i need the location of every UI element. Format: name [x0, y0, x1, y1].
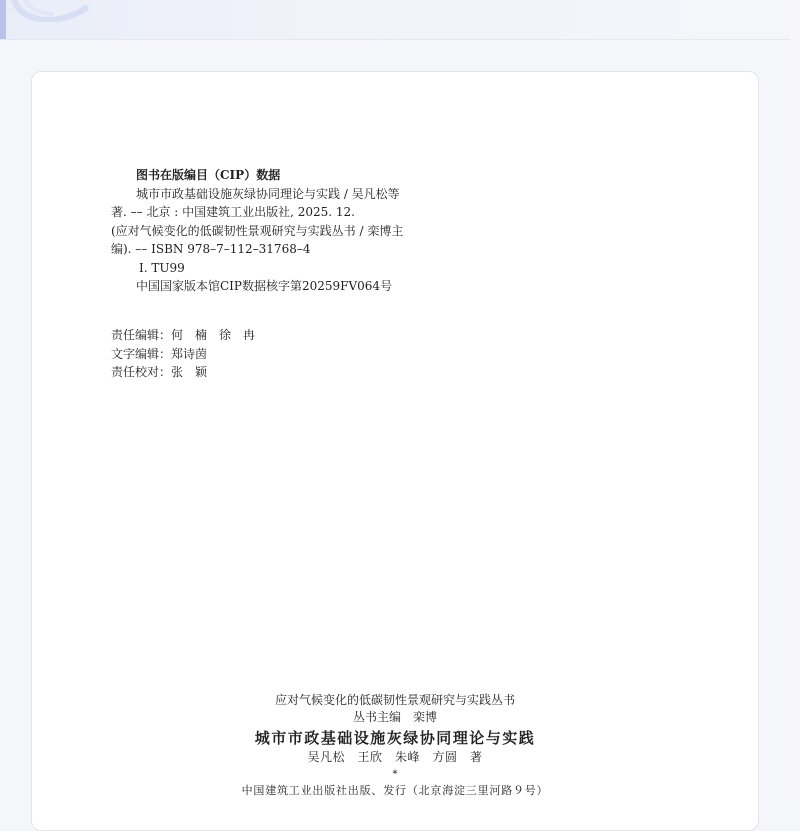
top-banner	[0, 0, 790, 40]
cip-title: 图书在版编目（CIP）数据	[136, 168, 281, 182]
colophon	[32, 692, 758, 799]
editor-row	[111, 363, 255, 382]
scrollbar-track[interactable]	[790, 0, 800, 800]
separator-star: *	[392, 769, 398, 780]
cip-line: 著. –– 北京 : 中国建筑工业出版社, 2025. 12.	[111, 205, 355, 219]
editor-names: 郑诗茵	[171, 346, 208, 361]
editor-row	[111, 326, 255, 345]
editor-credits	[111, 326, 255, 382]
editor-row	[111, 345, 255, 364]
book-title: 城市市政基础设施灰绿协同理论与实践	[254, 729, 536, 747]
cip-number: 中国国家版本馆CIP数据核字第20259FV064号	[136, 279, 393, 293]
publisher-line: 中国建筑工业出版社出版、发行（北京海淀三里河路９号）	[241, 784, 549, 797]
cip-line: 编). –– ISBN 978–7–112–31768–4	[111, 242, 311, 256]
series-editor: 丛书主编 栾博	[352, 710, 437, 724]
book-authors: 吴凡松 王欣 朱峰 方圆 著	[307, 750, 483, 764]
banner-logo-icon	[6, 0, 96, 22]
editor-role: 文字编辑：	[111, 346, 172, 361]
document-page	[31, 71, 759, 831]
series-name: 应对气候变化的低碳韧性景观研究与实践丛书	[274, 693, 515, 707]
editor-role: 责任编辑：	[111, 328, 172, 342]
cip-line: 城市市政基础设施灰绿协同理论与实践 / 吴凡松等	[136, 186, 400, 201]
editor-names: 张 颖	[171, 365, 208, 379]
cip-line: (应对气候变化的低碳韧性景观研究与实践丛书 / 栾博主	[111, 223, 404, 238]
editor-names: 何 楠 徐 冉	[171, 328, 256, 342]
editor-role: 责任校对：	[111, 365, 172, 379]
cip-classification: Ⅰ. TU99	[139, 260, 185, 275]
cip-block	[111, 166, 431, 296]
